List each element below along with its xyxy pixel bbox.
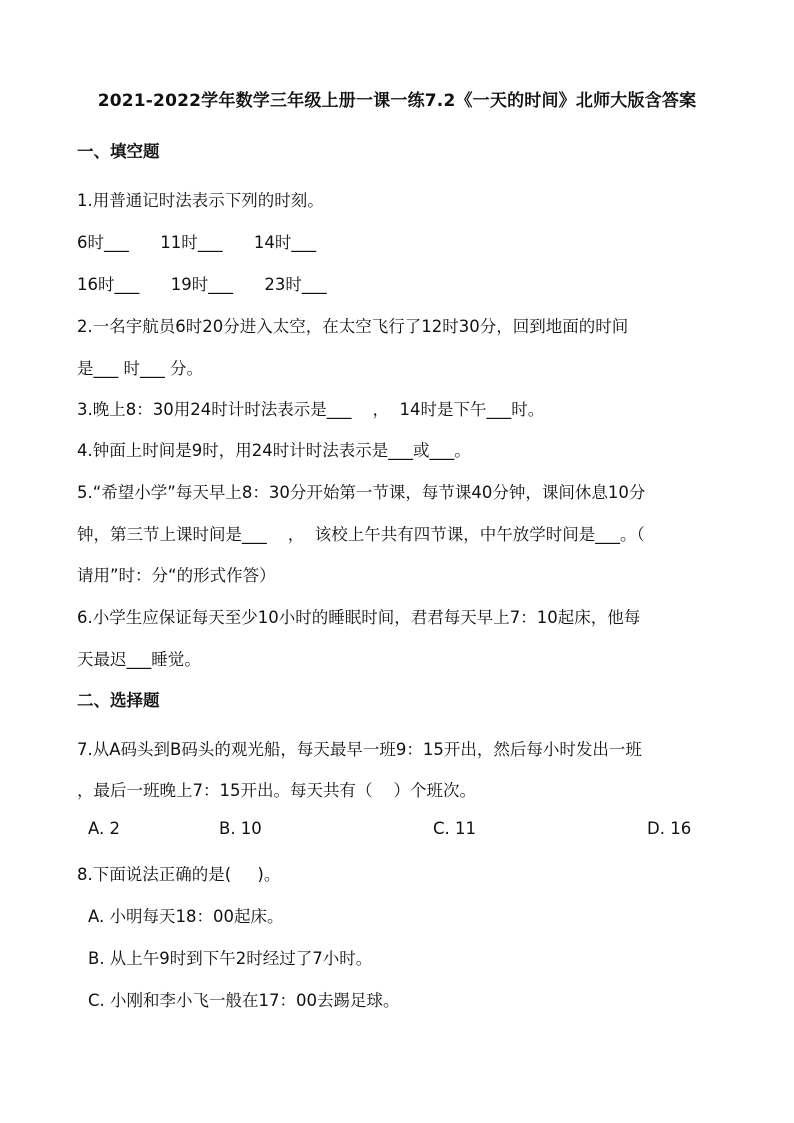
question-7-option-c: C. 11 [433,819,477,838]
section-heading-fill-in: 一、填空题 [77,142,160,161]
question-8-stem: 8.下面说法正确的是( )。 [77,865,281,884]
question-2-line-1: 2.一名宇航员6时20分进入太空，在太空飞行了12时30分，回到地面的时间 [77,317,629,336]
question-6-line-2: 天最迟___睡觉。 [77,650,201,669]
question-1-row-2: 16时___ 19时___ 23时___ [77,275,327,294]
question-7-line-1: 7.从A码头到B码头的观光船，每天最早一班9：15开出，然后每小时发出一班 [77,740,642,759]
question-4: 4.钟面上时间是9时，用24时计时法表示是___或___。 [77,441,471,460]
question-8-option-b: B. 从上午9时到下午2时经过了7小时。 [88,949,373,968]
question-2-line-2: 是___ 时___ 分。 [77,359,203,378]
question-5-line-1: 5.“希望小学”每天早上8：30分开始第一节课，每节课40分钟，课间休息10分 [77,483,646,502]
question-8-option-a: A. 小明每天18：00起床。 [88,907,284,926]
question-7-option-d: D. 16 [647,819,692,838]
question-1-row-1: 6时___ 11时___ 14时___ [77,233,317,252]
question-7-line-2: ，最后一班晚上7：15开出。每天共有（ ）个班次。 [77,781,476,800]
question-6-line-1: 6.小学生应保证每天至少10小时的睡眠时间，君君每天早上7：10起床，他每 [77,608,641,627]
question-5-line-2: 钟，第三节上课时间是___ ， 该校上午共有四节课，中午放学时间是___。（ [77,525,645,544]
question-8-option-c: C. 小刚和李小飞一般在17：00去踢足球。 [88,991,400,1010]
question-5-line-3: 请用”时：分“的形式作答） [77,566,276,585]
question-3: 3.晚上8：30用24时计时法表示是___ ， 14时是下午___时。 [77,400,545,419]
question-7-option-a: A. 2 [88,819,120,838]
question-7-option-b: B. 10 [219,819,262,838]
question-1-stem: 1.用普通记时法表示下列的时刻。 [77,191,324,210]
section-heading-multiple-choice: 二、选择题 [77,691,160,710]
document-title: 2021-2022学年数学三年级上册一课一练7.2《一天的时间》北师大版含答案 [97,91,697,111]
